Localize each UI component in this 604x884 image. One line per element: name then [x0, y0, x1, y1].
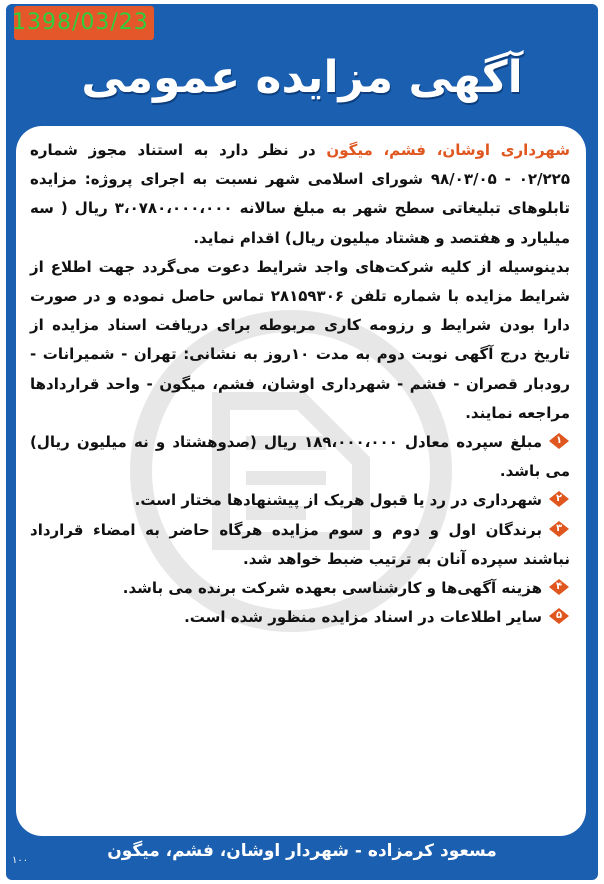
item-text: مبلغ سپرده معادل ۱۸۹،۰۰۰،۰۰۰ ریال (صدوهشتاد و نه میلیون ریال) می باشد. — [30, 433, 570, 481]
ad-text — [30, 136, 570, 632]
invitation-paragraph: بدینوسیله از کلیه شرکت‌های واجد شرایط دعوت می‌گردد جهت اطلاع از شرایط مزایده با شماره تلفن ۲۸۱۵۹۳۰۶ تماس حاصل نموده و در صورت دارا بودن شرایط و رزومه کاری مربوطه برای دریافت اسناد مزایده از تاریخ درج آگهی نوبت دوم به مدت ۱۰روز به نشانی: تهران - شمیرانات - رودبار قصران - فشم - شهرداری اوشان، فشم، میگون - واحد قراردادها مراجعه نمایند. — [30, 257, 571, 422]
signature-footer: مسعود کرمزاده - شهردار اوشان، فشم، میگون — [107, 841, 497, 861]
ad-body-panel — [16, 126, 586, 836]
permit-text: در نظر دارد به استناد مجوز شماره ۰۲/۲۲۵ - ۹۸/۰۳/۰۵ شورای اسلامی شهر نسبت به اجرای پروژه: — [30, 141, 570, 189]
amount-text: به مبلغ سالانه ۳،۰۷۸۰،۰۰۰،۰۰۰ ریال ( سه میلیارد و هفتصد و هشتاد میلیون ریال) اقدام نماید. — [30, 199, 570, 247]
diamond-bullet-icon: ۱ — [548, 432, 570, 450]
item-text: سایر اطلاعات در اسناد مزایده منظور شده است. — [184, 608, 542, 627]
list-item — [30, 428, 570, 486]
list-item — [30, 574, 570, 603]
item-text: برندگان اول و دوم و سوم مزایده هرگاه حاضر به امضاء قرارداد نباشند سپرده آنان به ترتیب ضبط خواهد شد. — [30, 520, 570, 568]
list-item — [30, 603, 570, 632]
intro-paragraph — [30, 136, 570, 253]
list-item — [30, 516, 570, 574]
municipality-name: شهرداری اوشان، فشم، میگون — [326, 141, 570, 159]
page-title: آگهی مزایده عمومی — [81, 52, 523, 103]
diamond-bullet-icon: ۵ — [548, 607, 570, 625]
item-text: شهرداری در رد یا قبول هریک از پیشنهادها مختار است. — [134, 491, 542, 510]
ad-frame — [6, 4, 598, 880]
diamond-bullet-icon: ۴ — [548, 578, 570, 596]
date-stamp: 1398/03/23 — [12, 10, 149, 35]
item-text: هزینه آگهی‌ها و کارشناسی بعهده شرکت برنده می باشد. — [122, 579, 542, 598]
diamond-bullet-icon: ۲ — [548, 490, 570, 508]
project-name: مزایده تابلوهای تبلیغاتی سطح شهر — [30, 170, 570, 218]
list-item — [30, 486, 570, 515]
page-number: ۱۰۰ — [12, 855, 29, 866]
diamond-bullet-icon: ۳ — [548, 520, 570, 538]
